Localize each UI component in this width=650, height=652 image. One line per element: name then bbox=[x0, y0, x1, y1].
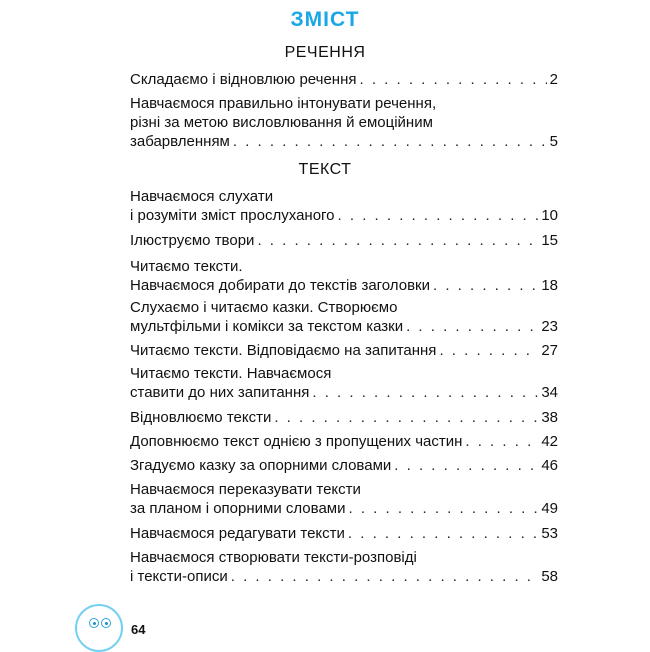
toc-entry-line: Читаємо тексти. Навчаємося bbox=[130, 365, 332, 382]
toc-page-number: 10 bbox=[541, 207, 558, 224]
toc-entry-line: Навчаємося правильно інтонувати речення, bbox=[130, 95, 437, 112]
page-number: 64 bbox=[131, 622, 146, 637]
toc-entry[interactable] bbox=[130, 480, 558, 518]
toc-entry[interactable] bbox=[130, 231, 558, 250]
toc-entry-label: Згадуємо казку за опорними словами bbox=[130, 457, 392, 474]
toc-entry[interactable] bbox=[130, 298, 558, 336]
toc-entry-line: Навчаємося переказувати тексти bbox=[130, 481, 361, 498]
toc-page-number: 5 bbox=[549, 133, 558, 150]
dot-leader bbox=[257, 231, 538, 250]
owl-eye-right bbox=[101, 618, 111, 628]
toc-entry-line: Навчаємося слухати bbox=[130, 188, 274, 205]
toc-entry-label: і тексти-описи bbox=[130, 568, 228, 585]
toc-entry[interactable] bbox=[130, 94, 558, 151]
toc-entry-line: Читаємо тексти. bbox=[130, 258, 243, 275]
toc-entry-label: Доповнюємо текст однією з пропущених частин bbox=[130, 433, 463, 450]
toc-entry-label: Відновлюємо тексти bbox=[130, 409, 272, 426]
section-heading-sentence: РЕЧЕННЯ bbox=[284, 44, 366, 61]
dot-leader bbox=[394, 456, 538, 475]
toc-page-number: 15 bbox=[541, 232, 558, 249]
toc-entry[interactable] bbox=[130, 408, 558, 427]
toc-entry[interactable] bbox=[130, 257, 558, 295]
owl-eye-left bbox=[89, 618, 99, 628]
toc-entry[interactable] bbox=[130, 70, 558, 89]
toc-entry-label: Навчаємося добирати до текстів заголовки bbox=[130, 277, 430, 294]
toc-page-number: 2 bbox=[549, 71, 558, 88]
dot-leader bbox=[231, 567, 539, 586]
toc-entry[interactable] bbox=[130, 341, 558, 360]
toc-page-number: 53 bbox=[541, 525, 558, 542]
dot-leader bbox=[338, 206, 539, 225]
toc-entry-label: ставити до них запитання bbox=[130, 384, 310, 401]
toc-entry[interactable] bbox=[130, 364, 558, 402]
toc-page-number: 38 bbox=[541, 409, 558, 426]
toc-entry[interactable] bbox=[130, 456, 558, 475]
toc-entry-line: різні за метою висловлювання й емоційним bbox=[130, 114, 433, 131]
toc-entry-label: мультфільми і комікси за текстом казки bbox=[130, 318, 404, 335]
toc-entry[interactable] bbox=[130, 524, 558, 543]
toc-entry-label: Складаємо і відновлюю речення bbox=[130, 71, 357, 88]
toc-entry[interactable] bbox=[130, 432, 558, 451]
toc-page-number: 58 bbox=[541, 568, 558, 585]
toc-page-number: 42 bbox=[541, 433, 558, 450]
dot-leader bbox=[465, 432, 538, 451]
dot-leader bbox=[406, 317, 538, 336]
owl-face-icon bbox=[75, 604, 123, 652]
toc-entry[interactable] bbox=[130, 548, 558, 586]
toc-page-number: 18 bbox=[541, 277, 558, 294]
toc-entry-line: Слухаємо і читаємо казки. Створюємо bbox=[130, 299, 398, 316]
dot-leader bbox=[439, 341, 538, 360]
toc-entry-label: Навчаємося редагувати тексти bbox=[130, 525, 345, 542]
dot-leader bbox=[274, 408, 538, 427]
dot-leader bbox=[360, 70, 547, 89]
toc-entry-label: Ілюструємо твори bbox=[130, 232, 255, 249]
dot-leader bbox=[433, 276, 538, 295]
toc-entry-label: Читаємо тексти. Відповідаємо на запитання bbox=[130, 342, 437, 359]
toc-entry-line: Навчаємося створювати тексти-розповіді bbox=[130, 549, 417, 566]
toc-entry[interactable] bbox=[130, 187, 558, 225]
toc-entry-label: забарвленням bbox=[130, 133, 230, 150]
dot-leader bbox=[348, 499, 538, 518]
dot-leader bbox=[233, 132, 547, 151]
toc-page-number: 27 bbox=[541, 342, 558, 359]
dot-leader bbox=[348, 524, 538, 543]
toc-page-number: 34 bbox=[541, 384, 558, 401]
toc-entry-label: і розуміти зміст прослуханого bbox=[130, 207, 335, 224]
page-title: ЗМІСТ bbox=[290, 8, 360, 31]
toc-page-number: 46 bbox=[541, 457, 558, 474]
toc-page-number: 23 bbox=[541, 318, 558, 335]
toc-entry-label: за планом і опорними словами bbox=[130, 500, 346, 517]
toc-page-number: 49 bbox=[541, 500, 558, 517]
dot-leader bbox=[312, 383, 538, 402]
section-heading-text: ТЕКСТ bbox=[298, 161, 352, 178]
